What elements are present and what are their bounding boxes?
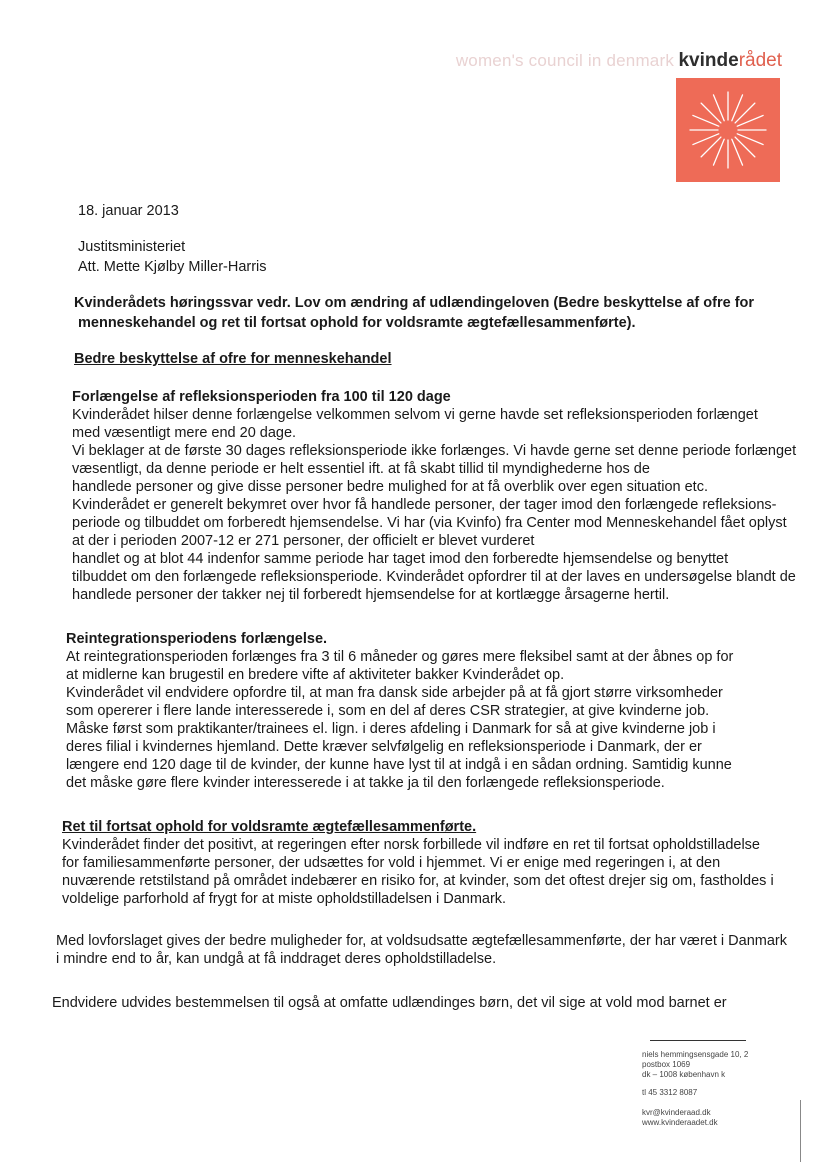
- body-line: med væsentligt mere end 20 dage.: [72, 425, 297, 441]
- body-line: Kvinderådet finder det positivt, at regeringen efter norsk forbillede vil indføre en ret til fortsat opholdstilladelse: [62, 837, 760, 853]
- body-line: Kvinderådet er generelt bekymret over hvor få handlede personer, der tager imod den forlængede refleksions-: [72, 497, 777, 513]
- body-line: Kvinderådet vil endvidere opfordre til, at man fra dansk side arbejder på at få gjort større virksomheder: [66, 685, 723, 701]
- scan-edge-line: [800, 1100, 801, 1162]
- footer-phone: tl 45 3312 8087: [642, 1088, 698, 1097]
- footer-address-1: niels hemmingsensgade 10, 2: [642, 1050, 749, 1059]
- body-line: for familiesammenførte personer, der udsættes for vold i hjemmet. Vi er enige med regeringen i, at den: [62, 855, 721, 871]
- letterhead-tagline: women's council in denmark: [455, 51, 675, 70]
- section-2-heading: Ret til fortsat ophold for voldsramte ægtefællesammenførte.: [62, 819, 477, 835]
- body-line: det måske gøre flere kvinder interesserede i at takke ja til den forlængede refleksionsperiode.: [66, 775, 665, 791]
- body-line: deres filial i kvindernes hjemland. Dette kræver selvfølgelig en refleksionsperiode i Danmark, der er: [66, 739, 702, 755]
- sun-rays-graphic: [676, 78, 780, 182]
- letterhead-brand: [430, 50, 782, 72]
- footer-address-2: postbox 1069: [642, 1060, 691, 1069]
- recipient-line-2: Att. Mette Kjølby Miller-Harris: [78, 259, 267, 275]
- recipient-line-1: Justitsministeriet: [78, 239, 186, 255]
- letter-date: 18. januar 2013: [78, 203, 179, 219]
- subject-line-2: menneskehandel og ret til fortsat ophold for voldsramte ægtefællesammenførte).: [78, 315, 636, 331]
- body-line: Med lovforslaget gives der bedre muligheder for, at voldsudsatte ægtefællesammenførte, der har været i Danmark: [56, 933, 787, 949]
- body-line: Vi beklager at de første 30 dages refleksionsperiode ikke forlænges. Vi havde gerne set denne periode forlænget: [72, 443, 797, 459]
- body-line: nuværende retstilstand på området indebærer en risiko for, at kvinder, som det oftest drejer sig om, fastholdes i: [62, 873, 774, 889]
- brand-name-part1: kvinde: [678, 50, 739, 71]
- body-line: længere end 120 dage til de kvinder, der kunne have lyst til at indgå i en sådan ordning. Samtidig kunne: [66, 757, 732, 773]
- footer-email[interactable]: kvr@kvinderaad.dk: [642, 1108, 711, 1117]
- body-line: i mindre end to år, kan undgå at få inddraget deres opholdstilladelse.: [56, 951, 497, 967]
- footer-address-3: dk – 1008 københavn k: [642, 1070, 726, 1079]
- body-line: handlet og at blot 44 indenfor samme periode har taget imod den forberedte hjemsendelse og benyttet: [72, 551, 729, 567]
- body-line: handlede personer og give disse personer bedre mulighed for at få overblik over egen situation etc.: [72, 479, 708, 495]
- section-1-heading: Bedre beskyttelse af ofre for menneskehandel: [74, 351, 392, 367]
- footer-website[interactable]: www.kvinderaadet.dk: [642, 1118, 718, 1127]
- body-line: at der i perioden 2007-12 er 271 personer, der officielt er blevet vurderet: [72, 533, 535, 549]
- body-line: periode og tilbuddet om forberedt hjemsendelse. Vi har (via Kvinfo) fra Center mod Menneskehandel fået oplyst: [72, 515, 787, 531]
- body-line: at midlerne kan brugestil en bredere vifte af aktiviteter bakker Kvinderådet op.: [66, 667, 565, 683]
- body-line: Endvidere udvides bestemmelsen til også at omfatte udlændinges børn, det vil sige at vold mod barnet er: [52, 995, 727, 1011]
- section-1a-heading: Forlængelse af refleksionsperioden fra 100 til 120 dage: [72, 389, 451, 405]
- body-line: som opererer i flere lande interesserede i, som en del af deres CSR strategier, at give kvinderne job.: [66, 703, 710, 719]
- sun-logo-icon: [676, 78, 780, 182]
- body-line: tilbuddet om den forlængede refleksionsperiode. Kvinderådet opfordrer til at der laves en undersøgelse blandt de: [72, 569, 796, 585]
- subject-line-1: Kvinderådets høringssvar vedr. Lov om ændring af udlændingeloven (Bedre beskyttelse af ofre for: [74, 295, 755, 311]
- footer-divider: [650, 1040, 746, 1041]
- body-line: Måske først som praktikanter/trainees el. lign. i deres afdeling i Danmark for så at give kvinderne job i: [66, 721, 716, 737]
- body-line: væsentligt, da denne periode er helt essentiel ift. at få skabt tillid til myndighederne hos de: [72, 461, 650, 477]
- body-line: Kvinderådet hilser denne forlængelse velkommen selvom vi gerne havde set refleksionsperioden forlænget: [72, 407, 758, 423]
- body-line: At reintegrationsperioden forlænges fra 3 til 6 måneder og gøres mere fleksibel samt at der åbnes op for: [66, 649, 734, 665]
- section-1b-heading: Reintegrationsperiodens forlængelse.: [66, 631, 328, 647]
- brand-name-part2: rådet: [738, 50, 782, 71]
- body-line: voldelige parforhold af frygt for at miste opholdstilladelsen i Danmark.: [62, 891, 507, 907]
- body-line: handlede personer der takker nej til forberedt hjemsendelse for at kortlægge årsagerne hertil.: [72, 587, 670, 603]
